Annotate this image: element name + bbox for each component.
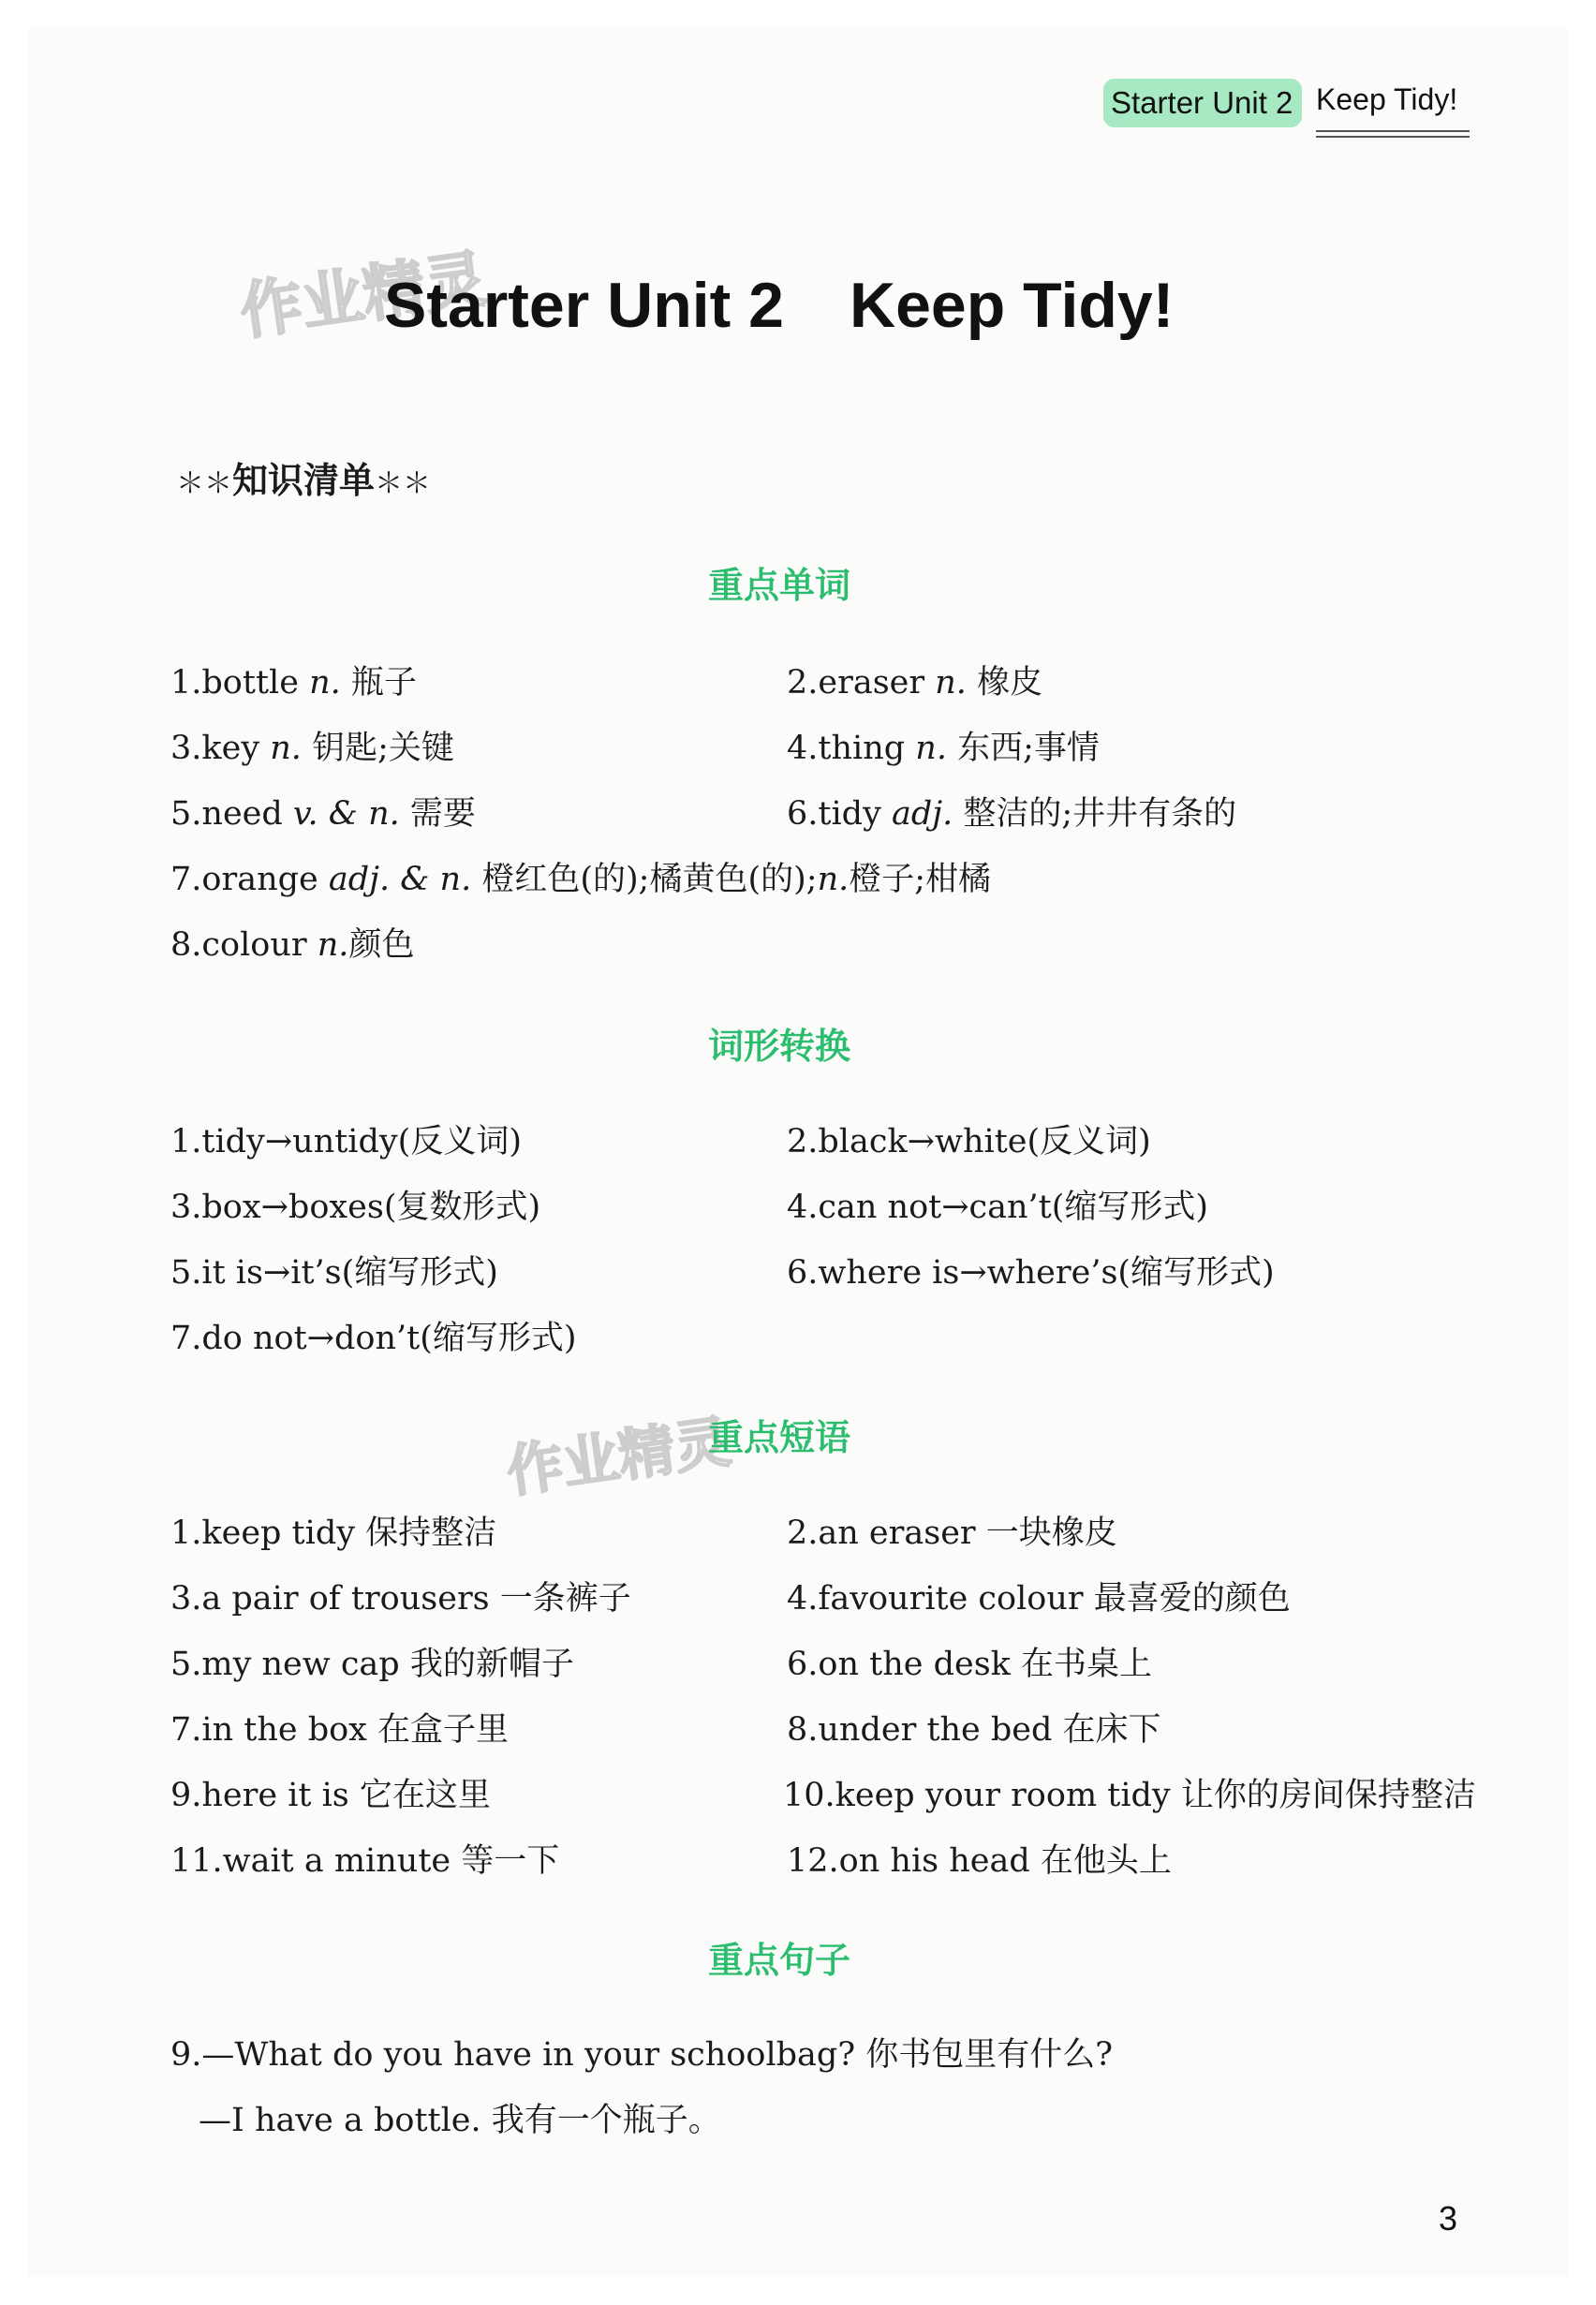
word-item: 7.orange adj. & n. 橙红色(的);橘黄色(的);n.橙子;柑橘 xyxy=(170,861,992,898)
word-item: 5.need v. & n. 需要 xyxy=(170,795,476,833)
header-unit-title: Keep Tidy! xyxy=(1316,82,1458,116)
header-unit-badge: Starter Unit 2 xyxy=(1103,79,1302,127)
section-heading-word-forms: 词形转换 xyxy=(707,1026,850,1067)
knowledge-list-heading xyxy=(176,457,431,508)
phrase-item: 1.keep tidy 保持整洁 xyxy=(170,1515,497,1552)
word-form-item: 2.black→white(反义词) xyxy=(787,1123,1151,1160)
knowledge-list-label: 知识清单 xyxy=(232,459,376,501)
word-item: 2.eraser n. 橡皮 xyxy=(787,664,1043,702)
word-form-item: 4.can not→can’t(缩写形式) xyxy=(787,1189,1209,1226)
asterisk-icon: ＊＊ xyxy=(176,467,232,500)
word-item: 4.thing n. 东西;事情 xyxy=(787,730,1100,767)
phrase-item: 7.in the box 在盒子里 xyxy=(170,1711,510,1749)
word-form-item: 5.it is→it’s(缩写形式) xyxy=(170,1254,498,1292)
phrase-item: 9.here it is 它在这里 xyxy=(170,1777,491,1814)
section-heading-key-sentences: 重点句子 xyxy=(707,1940,850,1981)
asterisk-icon: ＊＊ xyxy=(375,467,432,500)
phrase-item: 11.wait a minute 等一下 xyxy=(170,1842,560,1880)
title-unit: Starter Unit 2 xyxy=(384,270,784,341)
phrase-item: 4.favourite colour 最喜爱的颜色 xyxy=(787,1580,1291,1618)
page-number: 3 xyxy=(1439,2199,1458,2238)
word-item: 1.bottle n. 瓶子 xyxy=(170,664,417,702)
word-form-item: 1.tidy→untidy(反义词) xyxy=(170,1123,522,1160)
word-form-item: 6.where is→where’s(缩写形式) xyxy=(787,1254,1275,1292)
word-item: 8.colour n.颜色 xyxy=(170,926,415,964)
watermark: 作业精灵 xyxy=(235,242,491,348)
watermark: 作业精灵 xyxy=(502,1409,735,1506)
sentence-item: —I have a bottle. 我有一个瓶子。 xyxy=(199,2102,721,2139)
header-rule-bottom xyxy=(1316,136,1470,138)
sentence-item: 9.—What do you have in your schoolbag? 你书包里有什么? xyxy=(170,2036,1113,2074)
word-item: 6.tidy adj. 整洁的;井井有条的 xyxy=(787,795,1237,833)
section-heading-key-words: 重点单词 xyxy=(707,565,850,606)
page-title xyxy=(384,268,1174,343)
phrase-item: 8.under the bed 在床下 xyxy=(787,1711,1161,1749)
phrase-item: 6.on the desk 在书桌上 xyxy=(787,1646,1152,1683)
word-form-item: 3.box→boxes(复数形式) xyxy=(170,1189,541,1226)
phrase-item: 10.keep your room tidy 让你的房间保持整洁 xyxy=(783,1777,1476,1814)
phrase-item: 3.a pair of trousers 一条裤子 xyxy=(170,1580,631,1618)
word-form-item: 7.do not→don’t(缩写形式) xyxy=(170,1320,577,1357)
header-rule-top xyxy=(1316,130,1470,132)
phrase-item: 5.my new cap 我的新帽子 xyxy=(170,1646,574,1683)
title-name: Keep Tidy! xyxy=(850,270,1175,341)
phrase-item: 2.an eraser 一块橡皮 xyxy=(787,1515,1117,1552)
word-item: 3.key n. 钥匙;关键 xyxy=(170,730,454,767)
section-heading-key-phrases: 重点短语 xyxy=(707,1417,850,1458)
phrase-item: 12.on his head 在他头上 xyxy=(787,1842,1172,1880)
